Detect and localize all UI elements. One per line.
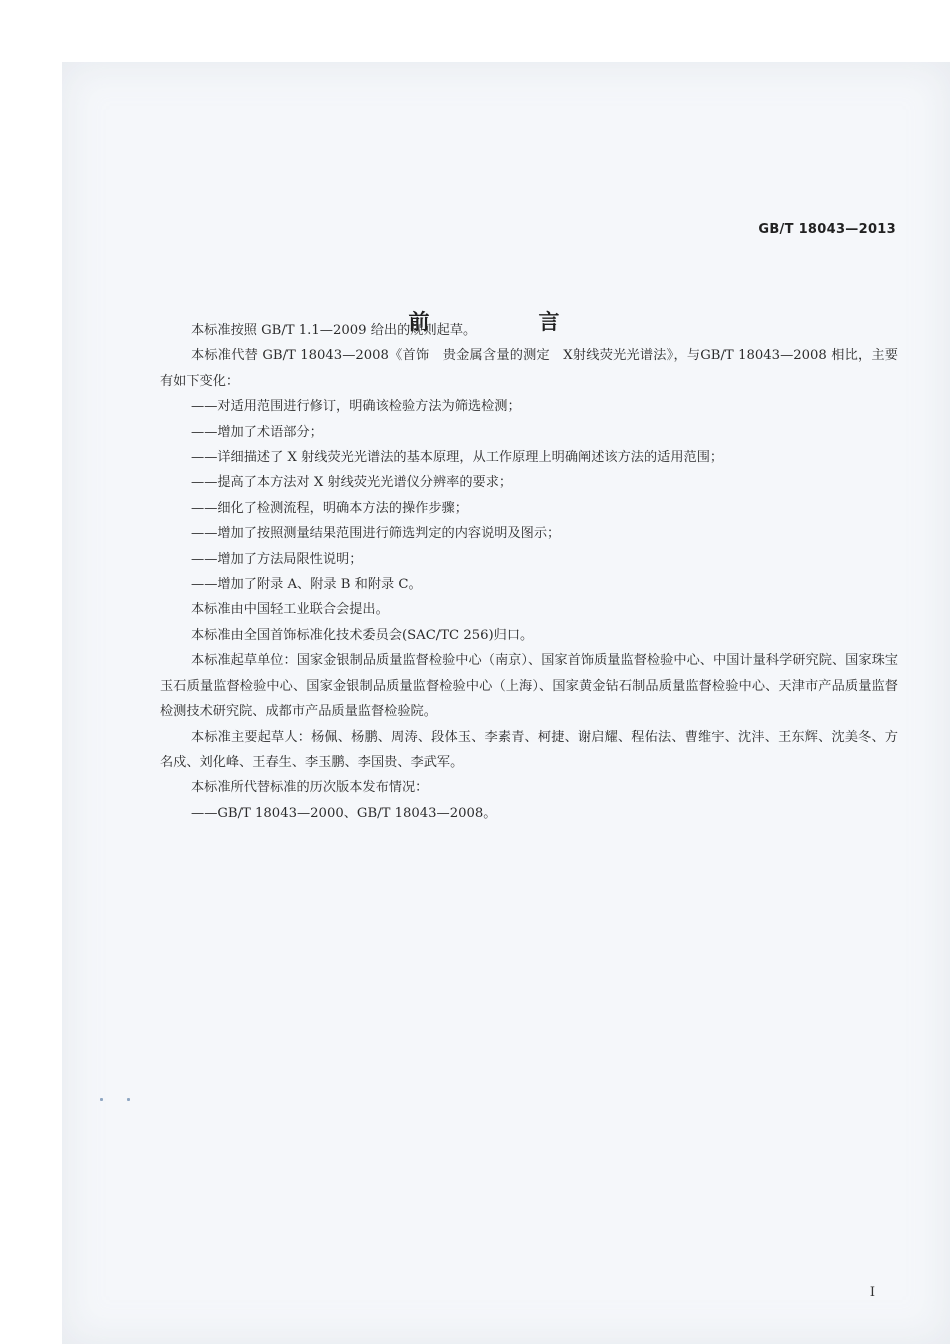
- paragraph: 本标准主要起草人：杨佩、杨鹏、周涛、段体玉、李素青、柯捷、谢启耀、程佑法、曹维宇、沈沣、王东辉、沈美冬、方名戍、刘化峰、王春生、李玉鹏、李国贵、李武军。: [160, 729, 898, 770]
- page-title: 前 言: [408, 310, 604, 334]
- paragraph: 本标准按照 GB/T 1.1—2009 给出的规则起草。: [191, 323, 477, 338]
- paragraph: 本标准起草单位：国家金银制品质量监督检验中心（南京）、国家首饰质量监督检验中心、中国计量科学研究院、国家珠宝玉石质量监督检验中心、国家金银制品质量监督检验中心（上海）、国家黄金钻石制品质量监督检验中心、天津市产品质量监督检测技术研究院、成都市产品质量监督检验院。: [160, 653, 898, 720]
- speck: [127, 1098, 130, 1101]
- foreword-body: [160, 318, 898, 826]
- list-item: ——详细描述了 X 射线荧光光谱法的基本原理，从工作原理上明确阐述该方法的适用范围；: [191, 450, 724, 466]
- list-item: ——增加了附录 A、附录 B 和附录 C。: [191, 577, 422, 593]
- page-number: I: [869, 1285, 875, 1300]
- paragraph: 本标准代替 GB/T 18043—2008《首饰 贵金属含量的测定 X射线荧光光谱法》，与GB/T 18043—2008 相比，主要有如下变化：: [160, 348, 898, 389]
- paragraph: 本标准由全国首饰标准化技术委员会(SAC/TC 256)归口。: [191, 627, 534, 643]
- list-item: ——增加了术语部分；: [191, 424, 323, 440]
- speck: [100, 1098, 103, 1101]
- paragraph: 本标准由中国轻工业联合会提出。: [191, 602, 389, 618]
- paragraph: 本标准所代替标准的历次版本发布情况：: [191, 780, 429, 796]
- list-item: ——GB/T 18043—2000、GB/T 18043—2008。: [191, 805, 497, 821]
- list-item: ——提高了本方法对 X 射线荧光光谱仪分辨率的要求；: [191, 475, 513, 491]
- list-item: ——细化了检测流程，明确本方法的操作步骤；: [191, 500, 468, 516]
- list-item: ——增加了按照测量结果范围进行筛选判定的内容说明及图示；: [191, 526, 561, 542]
- list-item: ——增加了方法局限性说明；: [191, 551, 363, 567]
- standard-number: GB/T 18043—2013: [758, 222, 896, 237]
- list-item: ——对适用范围进行修订，明确该检验方法为筛选检测；: [191, 399, 521, 415]
